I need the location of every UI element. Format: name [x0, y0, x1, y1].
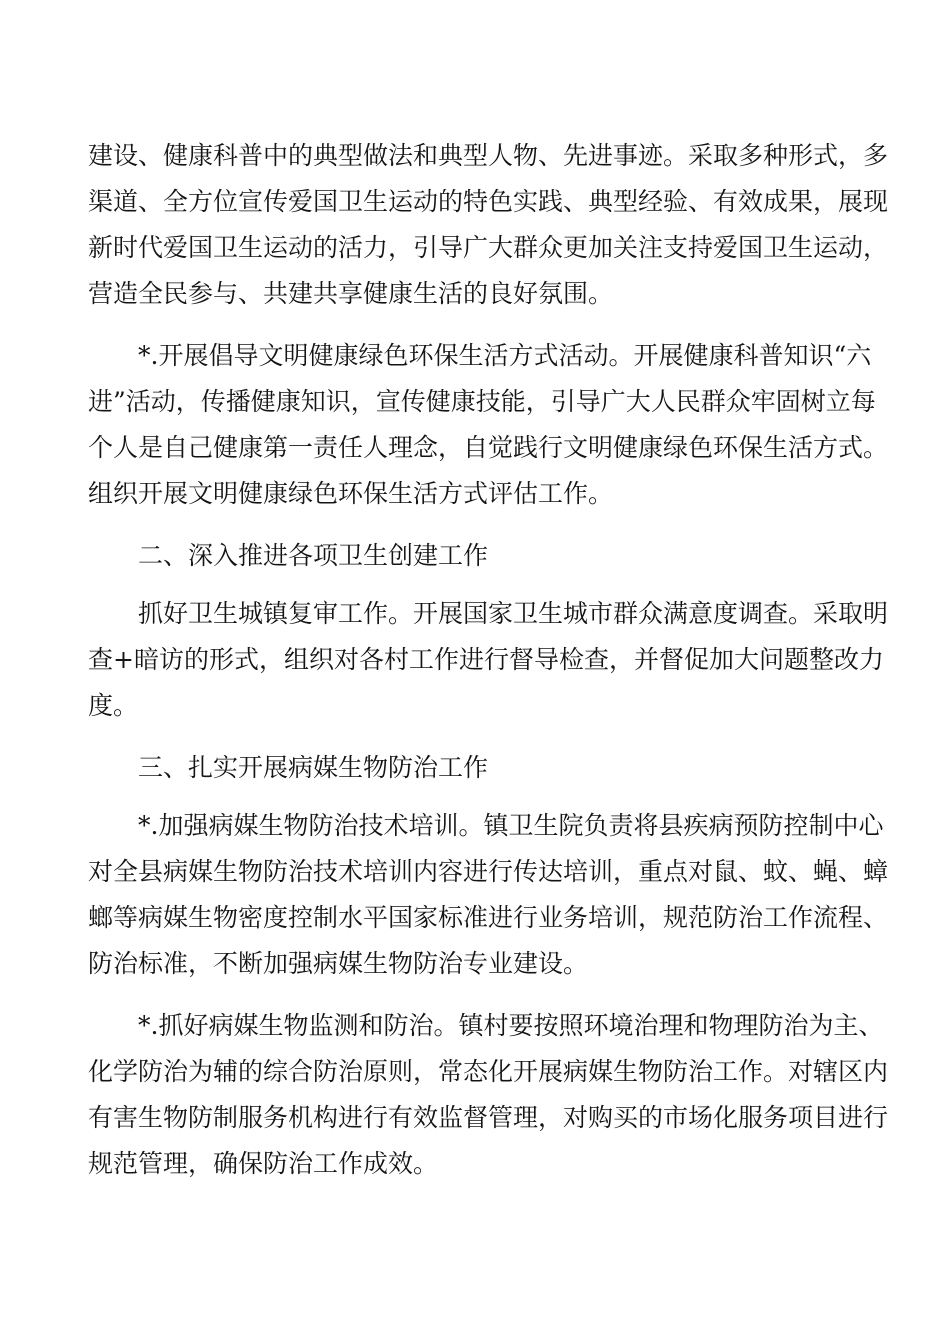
text-line: *.开展倡导文明健康绿色环保生活方式活动。开展健康科普知识“六: [138, 341, 872, 370]
section-heading: 二、深入推进各项卫生创建工作: [138, 541, 489, 570]
text-line: 抓好卫生城镇复审工作。开展国家卫生城市群众满意度调查。采取明: [138, 599, 889, 628]
text-line: *.抓好病媒生物监测和防治。镇村要按照环境治理和物理防治为主、: [138, 1011, 884, 1040]
section-heading: 三、扎实开展病媒生物防治工作: [138, 753, 489, 782]
text-line: 螂等病媒生物密度控制水平国家标准进行业务培训，规范防治工作流程、: [88, 903, 889, 932]
text-line: 组织开展文明健康绿色环保生活方式评估工作。: [88, 479, 614, 508]
text-line: 渠道、全方位宣传爱国卫生运动的特色实践、典型经验、有效成果，展现: [88, 187, 889, 216]
text-line: *.加强病媒生物防治技术培训。镇卫生院负责将县疾病预防控制中心: [138, 811, 884, 840]
text-line: 规范管理，确保防治工作成效。: [88, 1149, 439, 1178]
text-line: 对全县病媒生物防治技术培训内容进行传达培训，重点对鼠、蚊、蝇、蟑: [88, 857, 889, 886]
text-line: 化学防治为辅的综合防治原则，常态化开展病媒生物防治工作。对辖区内: [88, 1057, 889, 1086]
text-line: 度。: [88, 691, 139, 720]
text-line: 进”活动，传播健康知识，宣传健康技能，引导广大人民群众牢固树立每: [88, 387, 876, 416]
text-line: 查+暗访的形式，组织对各村工作进行督导检查，并督促加大问题整改力: [88, 645, 884, 674]
text-line: 防治标准，不断加强病媒生物防治专业建设。: [88, 949, 589, 978]
text-line: 新时代爱国卫生运动的活力，引导广大群众更加关注支持爱国卫生运动，: [88, 233, 889, 262]
text-line: 营造全民参与、共建共享健康生活的良好氛围。: [88, 279, 614, 308]
text-line: 建设、健康科普中的典型做法和典型人物、先进事迹。采取多种形式，多: [88, 141, 889, 170]
text-line: 有害生物防制服务机构进行有效监督管理，对购买的市场化服务项目进行: [88, 1103, 889, 1132]
text-line: 个人是自己健康第一责任人理念，自觉践行文明健康绿色环保生活方式。: [88, 433, 889, 462]
